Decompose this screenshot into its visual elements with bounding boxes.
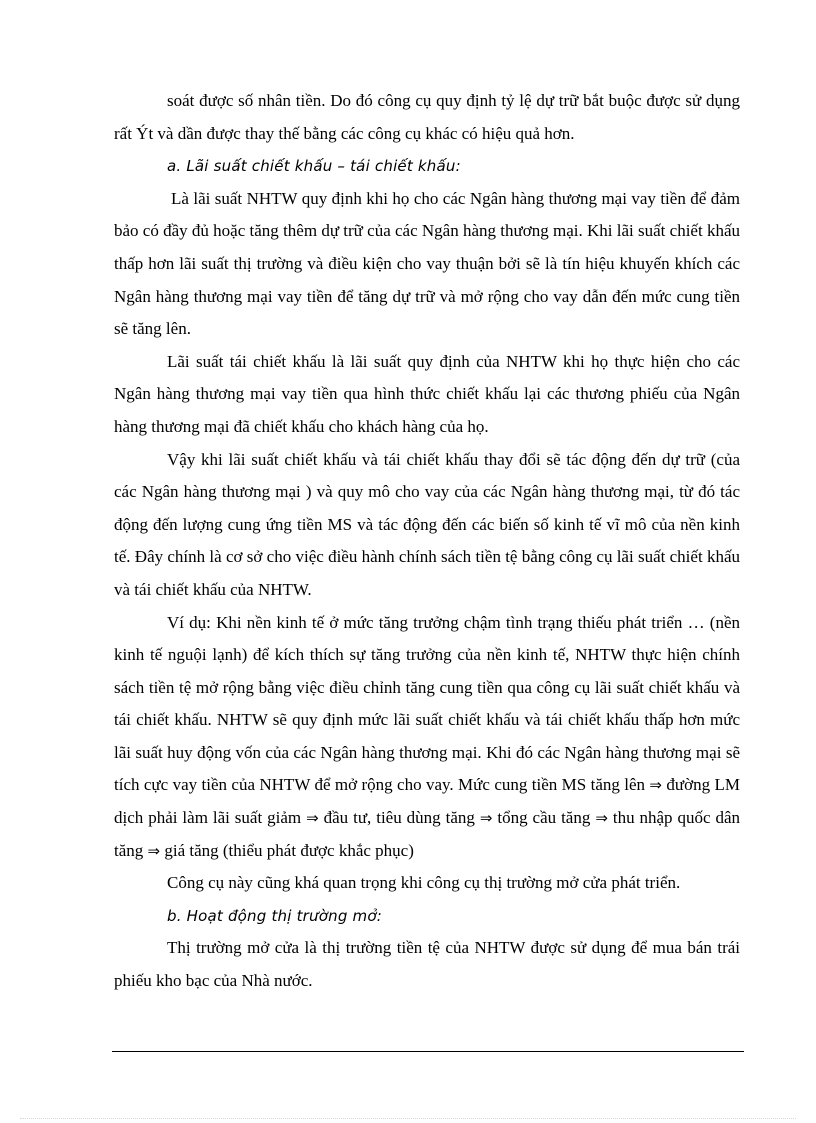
paragraph-intro: soát được số nhân tiền. Do đó công cụ quy định tỷ lệ dự trữ bắt buộc được sử dụng rất Ýt và dần được thay thế bằng các công cụ khác có hiệu quả hơn. [114,91,740,143]
example-text: Ví dụ: Khi nền kinh tế ở mức tăng trưởng chậm tình trạng thiếu phát triển … (nền kinh tế nguội lạnh) để kích thích sự tăng trưởng của nền kinh tế, NHTW thực hiện chính sách tiền tệ mở rộng bằng việc điều chỉnh tăng cung tiền qua công cụ lãi suất chiết khấu và tái chiết khấu. NHTW sẽ quy định mức lãi suất chiết khấu và tái chiết khấu thấp hơn mức lãi suất huy động vốn của các Ngân hàng thương mại. Khi đó các Ngân hàng thương mại sẽ tích cực vay tiền của NHTW để mở rộng cho vay. Mức cung tiền MS tăng lên [114,612,740,795]
chain-step-lm-shift: đường LM dịch phải làm lãi suất giảm [114,775,740,828]
paragraph-open-market-definition: Thị trường mở cửa là thị trường tiền tệ của NHTW được sử dụng để mua bán trái phiếu kho bạc của Nhà nước. [114,938,740,991]
paragraph-tool-importance: Công cụ này cũng khá quan trọng khi công cụ thị trường mở cửa phát triển. [167,873,681,893]
chain-step-investment: đầu tư, tiêu dùng tăng [323,808,475,828]
paragraph-rediscount-definition: Lãi suất tái chiết khấu là lãi suất quy định của NHTW khi họ thực hiện cho các Ngân hàng thương mại vay tiền qua hình thức chiết khấu lại các thương phiếu của Ngân hàng thương mại đã chiết khấu cho khách hàng của họ. [114,351,740,436]
paragraph-example [114,607,740,868]
implies-arrow-icon: ⇒ [595,809,608,828]
implies-arrow-icon: ⇒ [306,809,319,828]
heading-open-market: b. Hoạt động thị trường mở: [167,906,382,925]
chain-step-national-income: thu nhập quốc dân tăng [114,808,741,860]
heading-discount-rate: a. Lãi suất chiết khấu – tái chiết khấu: [167,157,461,176]
chain-step-aggregate-demand: tổng cầu tăng [497,808,591,828]
implies-arrow-icon: ⇒ [479,809,493,828]
implies-arrow-icon: ⇒ [147,841,161,860]
footer-rule [112,1051,744,1052]
paragraph-discount-effect: Vậy khi lãi suất chiết khấu và tái chiết khấu thay đổi sẽ tác động đến dự trữ (của các Ngân hàng thương mại ) và quy mô cho vay của các Ngân hàng thương mại, từ đó tác động đến lượng cung ứng tiền MS và tác động đến các biến số kinh tế vĩ mô của nền kinh tế. Đây chính là cơ sở cho việc điều hành chính sách tiền tệ bằng công cụ lãi suất chiết khấu và tái chiết khấu của NHTW. [114,449,740,599]
page-edge-dotted-line [20,1118,796,1119]
document-page [114,85,740,998]
chain-step-price: giá tăng (thiểu phát được khắc phục) [164,840,414,860]
paragraph-discount-definition: Là lãi suất NHTW quy định khi họ cho các Ngân hàng thương mại vay tiền để đảm bảo có đầy đủ hoặc tăng thêm dự trữ của các Ngân hàng thương mại. Khi lãi suất chiết khấu thấp hơn lãi suất thị trường và điều kiện cho vay thuận bởi sẽ là tín hiệu khuyến khích các Ngân hàng thương mại vay tiền để tăng dự trữ và mở rộng cho vay dẫn đến mức cung tiền sẽ tăng lên. [114,188,740,339]
implies-arrow-icon: ⇒ [649,776,662,795]
